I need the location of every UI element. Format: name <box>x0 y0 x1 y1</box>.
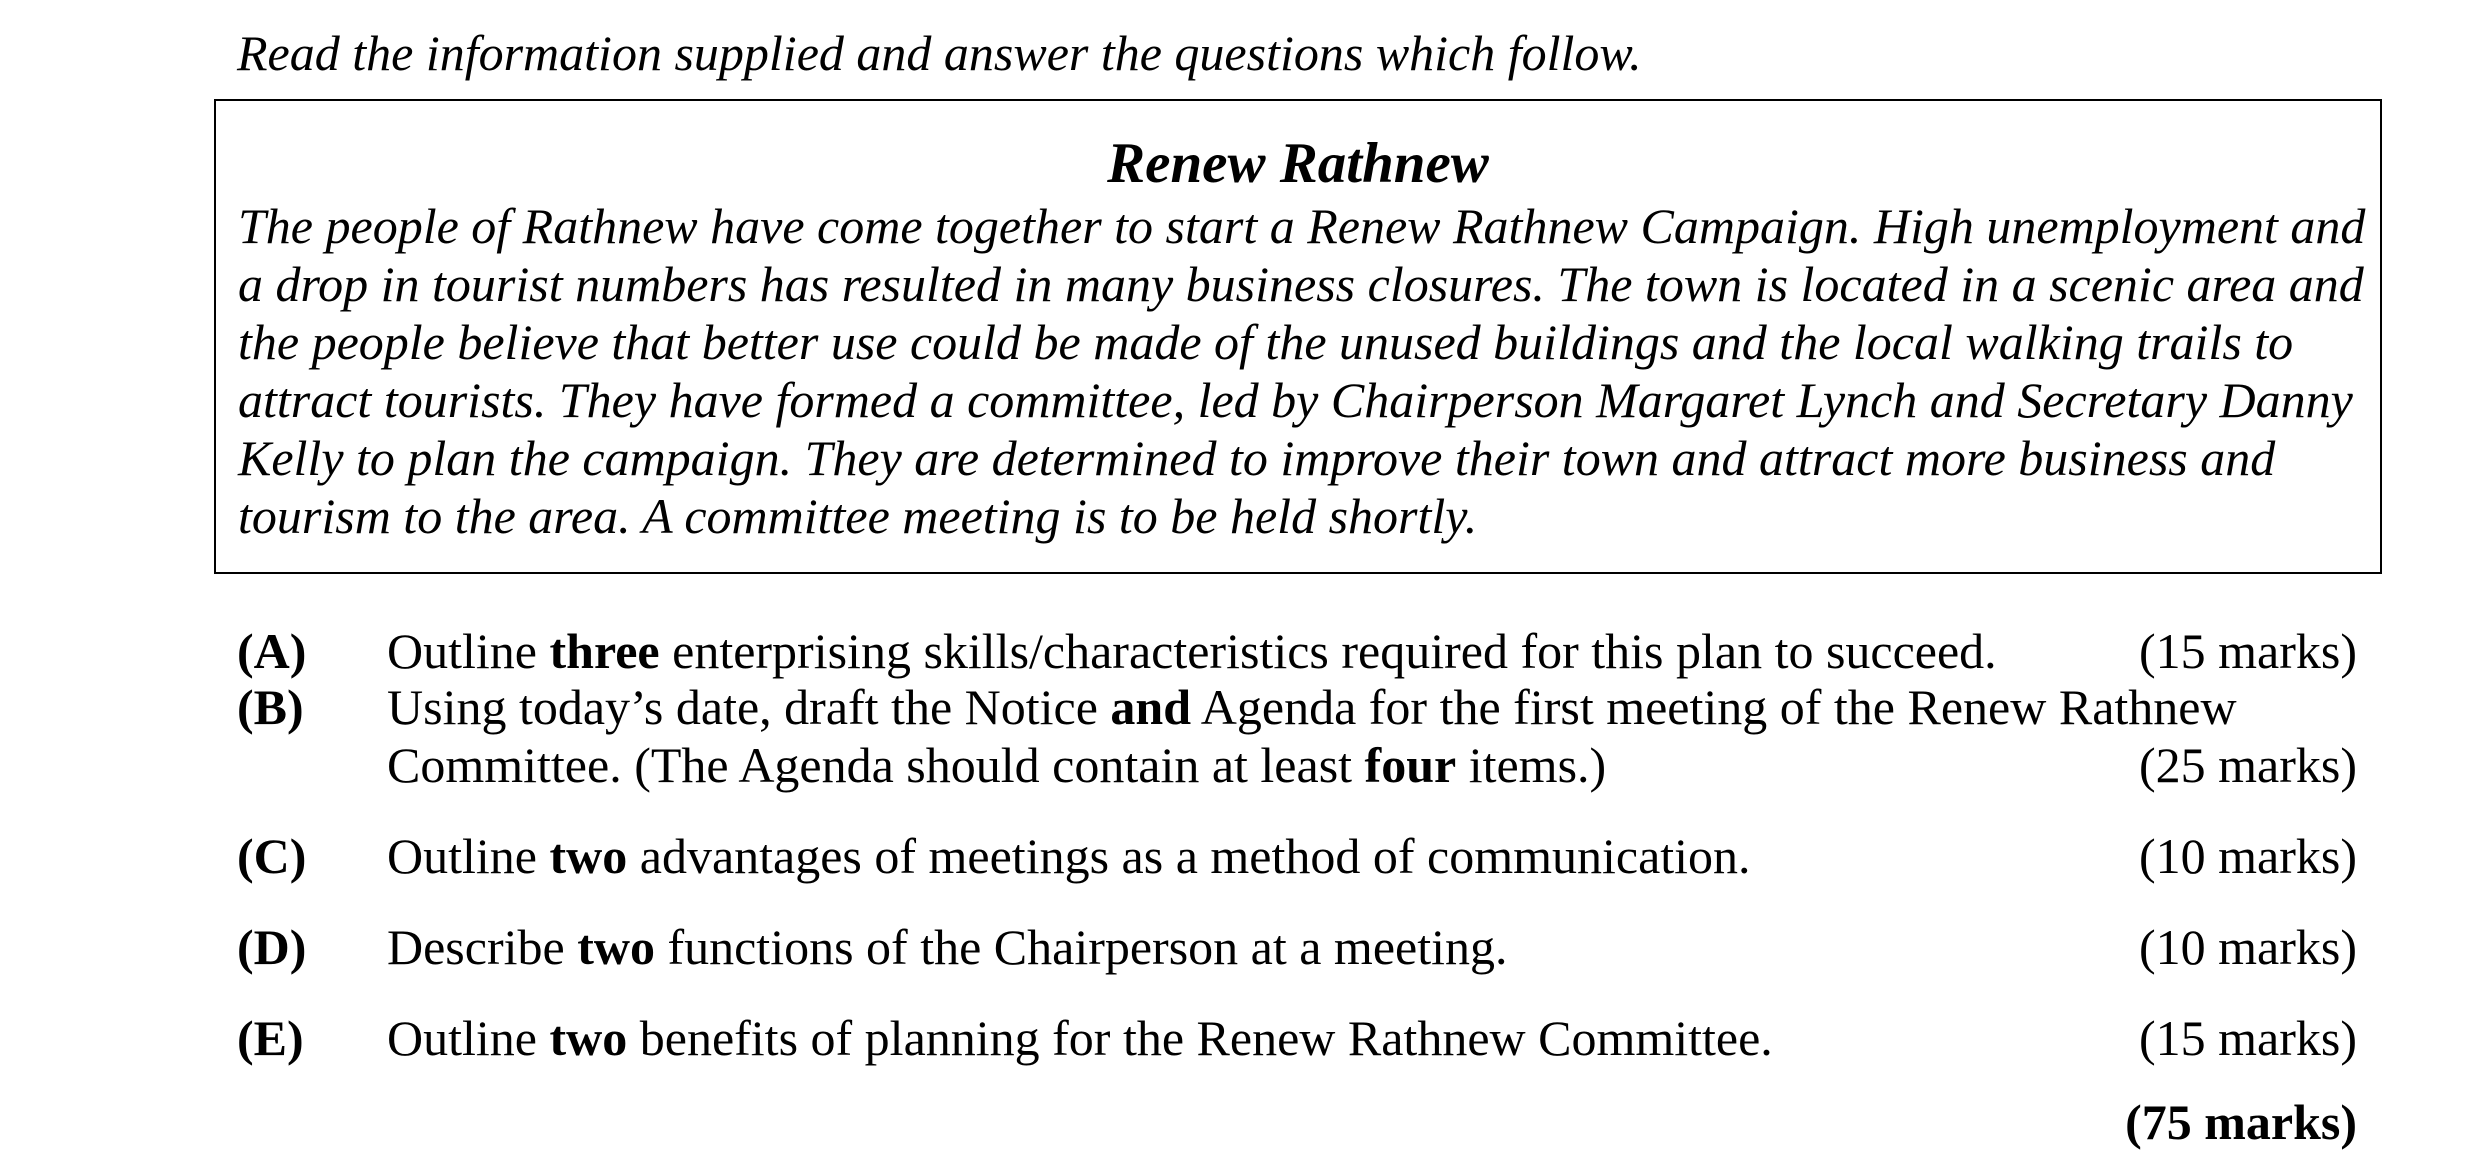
question-a <box>0 622 2480 680</box>
question-d-marks: (10 marks) <box>2139 919 2357 975</box>
total-marks: (75 marks) <box>2125 1094 2357 1150</box>
question-c-label: (C) <box>237 828 307 884</box>
instruction-text: Read the information supplied and answer the questions which follow. <box>237 25 1642 81</box>
question-e-emphasis: two <box>549 1010 628 1066</box>
case-study-title: Renew Rathnew <box>1107 132 1489 195</box>
question-b-text-line1: Using today’s date, draft the Notice and Agenda for the first meeting of the Renew Rathnew <box>387 679 2237 735</box>
question-a-label: (A) <box>237 623 307 679</box>
question-b-emphasis-four: four <box>1364 737 1457 793</box>
question-a-text: Outline three enterprising skills/characteristics required for this plan to succeed. <box>387 623 1997 679</box>
question-d-text: Describe two functions of the Chairperson at a meeting. <box>387 919 1508 975</box>
question-b-continued <box>0 736 2480 794</box>
case-study-text: The people of Rathnew have come together to start a Renew Rathnew Campaign. High unemployment and a drop in tourist numbers has resulted in many business closures. The town is located in a scenic area and the people believe that better use could be made of the unused buildings and the local walking trails to attract tourists. They have formed a committee, led by Chairperson Margaret Lynch and Secretary Danny Kelly to plan the campaign. They are determined to improve their town and attract more business and tourism to the area. A committee meeting is to be held shortly. <box>238 198 2366 544</box>
question-c-marks: (10 marks) <box>2139 828 2357 884</box>
question-b-text-line2: Committee. (The Agenda should contain at least four items.) <box>387 737 1607 793</box>
question-b-label: (B) <box>237 679 304 735</box>
question-c-text: Outline two advantages of meetings as a method of communication. <box>387 828 1751 884</box>
question-e-text: Outline two benefits of planning for the Renew Rathnew Committee. <box>387 1010 1773 1066</box>
question-a-marks: (15 marks) <box>2139 623 2357 679</box>
question-b-marks: (25 marks) <box>2139 737 2357 793</box>
question-c-emphasis: two <box>549 828 628 884</box>
question-e <box>0 1009 2480 1067</box>
question-e-marks: (15 marks) <box>2139 1010 2357 1066</box>
question-a-emphasis: three <box>549 623 660 679</box>
question-d-label: (D) <box>237 919 307 975</box>
question-c <box>0 827 2480 885</box>
question-b <box>0 678 2480 736</box>
question-b-emphasis-and: and <box>1110 679 1192 735</box>
question-d-emphasis: two <box>577 919 655 975</box>
question-e-label: (E) <box>237 1010 304 1066</box>
question-d <box>0 918 2480 976</box>
case-study-box <box>214 99 2382 574</box>
